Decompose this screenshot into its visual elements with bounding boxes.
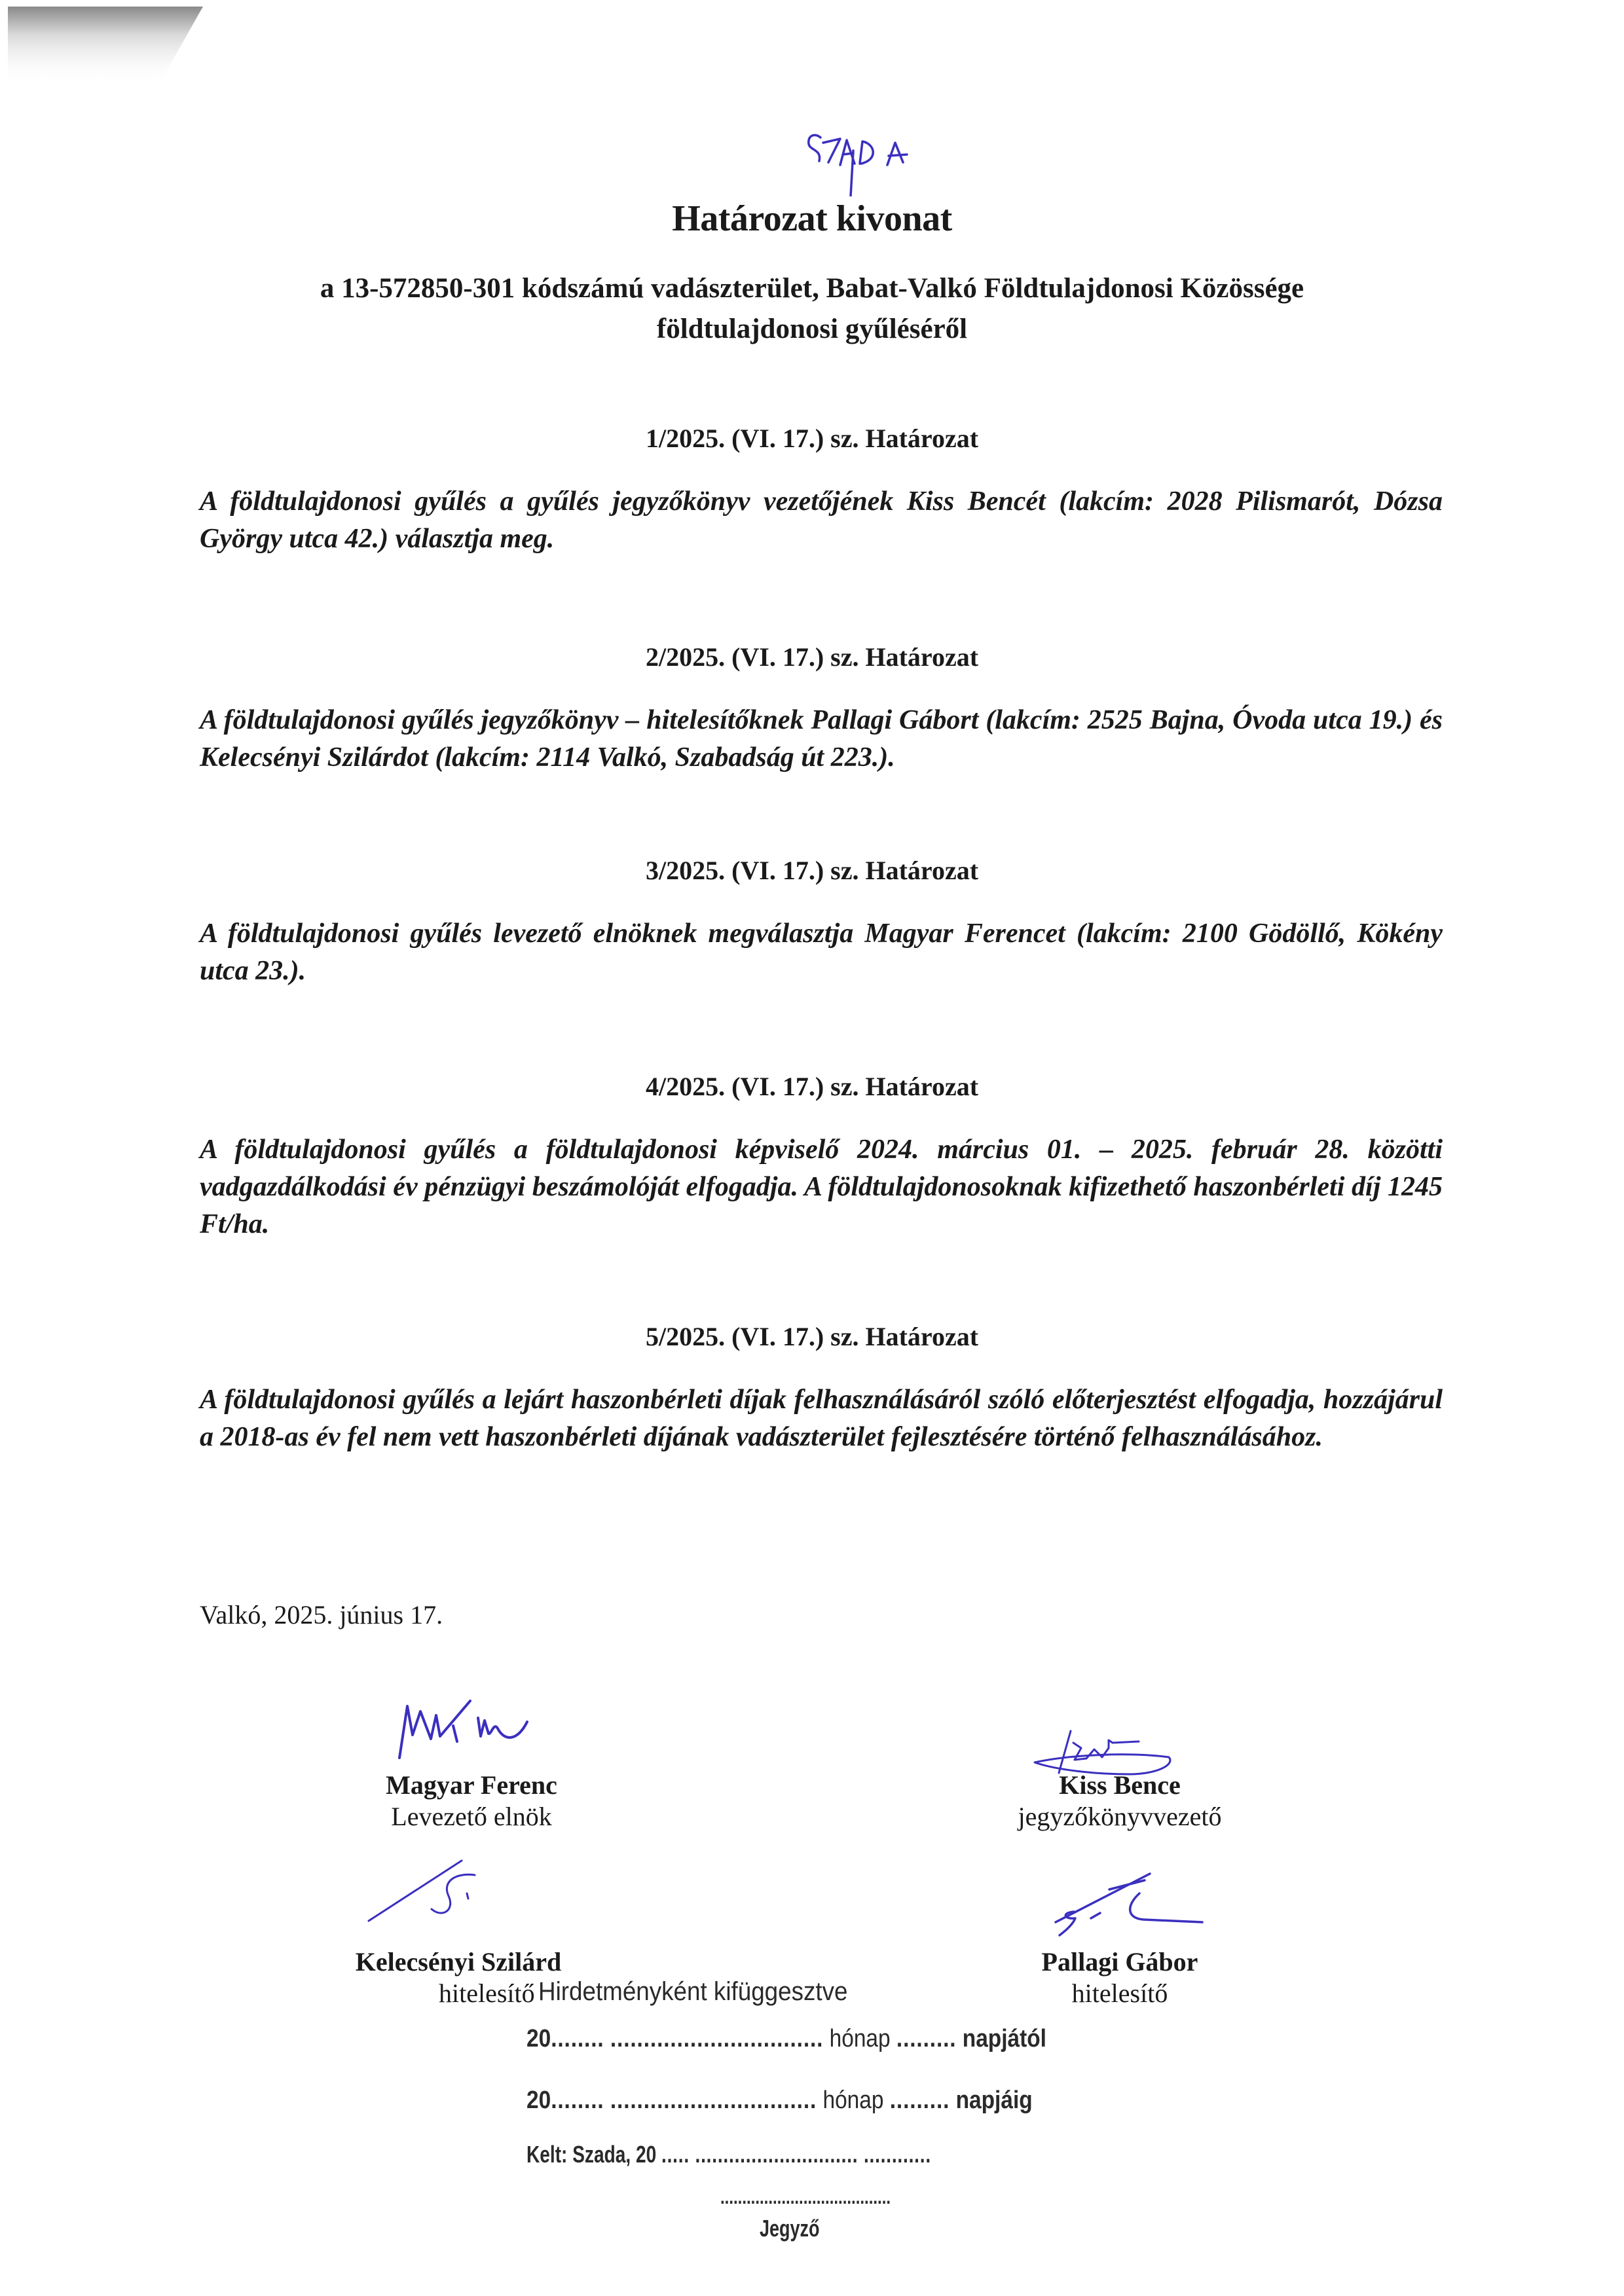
signature-pallagi-gabor	[1054, 1872, 1211, 1938]
stamp-blank: .........	[889, 2086, 950, 2114]
stamp-blank: ........	[551, 2086, 604, 2114]
signatory-name: Pallagi Gábor	[1041, 1947, 1198, 1977]
signatory-role: jegyzőkönyvvezető	[1018, 1802, 1222, 1831]
scan-corner-shadow	[8, 7, 204, 85]
signatory-role: hitelesítő	[439, 1978, 535, 2008]
resolution-5-body: A földtulajdonosi gyűlés a lejárt haszonbérleti díjak felhasználásáról szóló előterjesztést elfogadja, hozzájárul a 2018-as év fel nem vett haszonbérleti díjának vadászterület fejlesztésére történő felhasználásához.	[200, 1385, 1443, 1452]
subtitle-line-2: földtulajdonosi gyűléséről	[656, 314, 968, 344]
stamp-title: Hirdetményként kifüggesztve	[538, 1977, 848, 2006]
stamp-blank: ........	[551, 2025, 604, 2052]
signatory-2	[982, 1770, 1257, 1832]
resolution-4-body: A földtulajdonosi gyűlés a földtulajdonosi képviselő 2024. március 01. – 2025. február 28. közötti vadgazdálkodási év pénzügyi beszámolóját elfogadja. A földtulajdonosoknak kifizethető haszonbérleti díj 1245 Ft/ha.	[200, 1135, 1443, 1239]
signatory-role: hitelesítő	[1071, 1978, 1168, 2008]
resolution-5-heading: 5/2025. (VI. 17.) sz. Határozat	[645, 1322, 979, 1351]
stamp-year-prefix: 20	[526, 2025, 551, 2052]
signatory-1	[354, 1770, 589, 1832]
place-and-date: Valkó, 2025. június 17.	[200, 1600, 443, 1630]
signatory-role: Levezető elnök	[391, 1802, 552, 1831]
subtitle-line-1: a 13-572850-301 kódszámú vadászterület, Babat-Valkó Földtulajdonosi Közössége	[320, 273, 1304, 304]
stamp-blank: .........	[896, 2025, 957, 2052]
resolution-1-heading: 1/2025. (VI. 17.) sz. Határozat	[645, 424, 979, 453]
stamp-issued-line	[526, 2141, 931, 2168]
resolution-1-body: A földtulajdonosi gyűlés a gyűlés jegyzőkönyv vezetőjének Kiss Bencét (lakcím: 2028 Pilismarót, Dózsa György utca 42.) választja meg.	[200, 486, 1443, 554]
stamp-month-label: hónap	[822, 2086, 884, 2114]
stamp-blank: ................................	[610, 2025, 824, 2052]
stamp-blank: ..... ............................. ............	[661, 2141, 931, 2168]
stamp-signer-role: Jegyző	[760, 2215, 820, 2242]
stamp-month-label: hónap	[829, 2025, 891, 2052]
stamp-to-line	[526, 2086, 1033, 2115]
stamp-from-suffix: napjától	[962, 2025, 1046, 2052]
stamp-issued-label: Kelt: Szada, 20	[526, 2141, 657, 2168]
resolution-3-body: A földtulajdonosi gyűlés levezető elnöknek megválasztja Magyar Ferencet (lakcím: 2100 Gödöllő, Kökény utca 23.).	[200, 919, 1443, 986]
signature-kelecsenyi-szilard	[363, 1859, 507, 1925]
stamp-from-line	[526, 2025, 1046, 2053]
signatory-4	[1022, 1946, 1218, 2009]
resolution-4-heading: 4/2025. (VI. 17.) sz. Határozat	[645, 1072, 979, 1101]
signatory-name: Magyar Ferenc	[386, 1770, 557, 1800]
signatory-name: Kiss Bence	[1059, 1770, 1181, 1800]
document-subtitle	[0, 268, 1624, 350]
stamp-blank: ...............................	[610, 2086, 817, 2114]
document-title: Határozat kivonat	[672, 198, 952, 239]
signature-magyar-ferenc	[393, 1696, 629, 1761]
stamp-to-suffix: napjáig	[955, 2086, 1033, 2114]
signatory-name: Kelecsényi Szilárd	[355, 1947, 562, 1977]
resolution-2-heading: 2/2025. (VI. 17.) sz. Határozat	[645, 642, 979, 672]
handwritten-town-note	[802, 124, 953, 196]
stamp-year-prefix: 20	[526, 2086, 551, 2114]
resolution-3-heading: 3/2025. (VI. 17.) sz. Határozat	[645, 856, 979, 885]
resolution-2-body: A földtulajdonosi gyűlés jegyzőkönyv – hitelesítőknek Pallagi Gábort (lakcím: 2525 Bajna, Óvoda utca 19.) és Kelecsényi Szilárdot (lakcím: 2114 Valkó, Szabadság út 223.).	[200, 705, 1443, 773]
stamp-signature-line: .......................................	[720, 2187, 891, 2208]
